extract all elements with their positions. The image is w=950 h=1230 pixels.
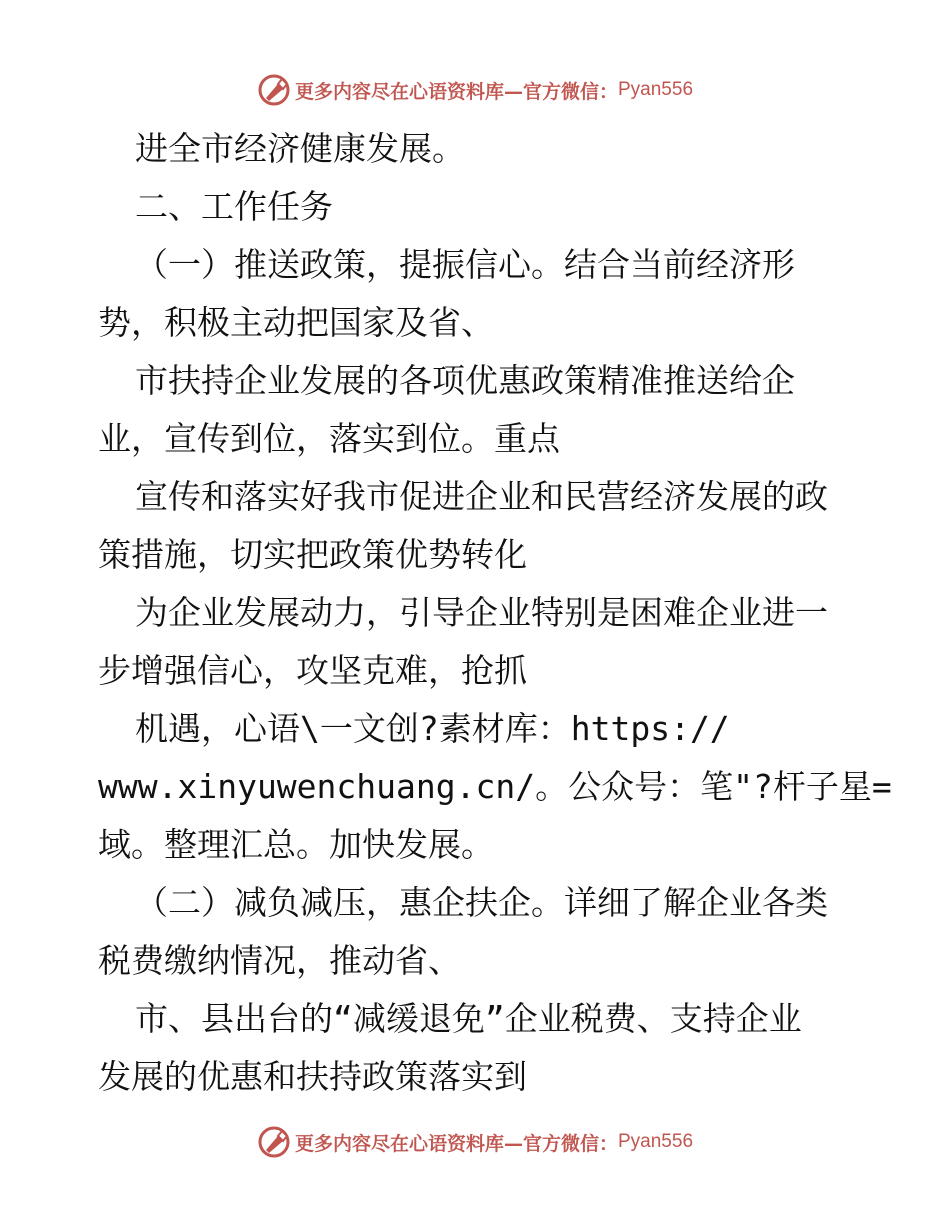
paragraph-line: 市扶持企业发展的各项优惠政策精准推送给企 (135, 361, 795, 400)
pen-nib-logo-icon (257, 73, 291, 107)
paragraph-line: （二）减负减压，惠企扶企。详细了解企业各类 (135, 883, 828, 922)
paragraph-line: 税费缴纳情况，推动省、 (98, 941, 461, 980)
paragraph-line: 域。整理汇总。加快发展。 (98, 825, 494, 864)
header-watermark-banner (0, 70, 950, 110)
paragraph-line: www.xinyuwenchuang.cn/。公众号：笔"?杆子星= (98, 767, 892, 806)
watermark-text: 更多内容尽在心语资料库—官方微信： (294, 80, 618, 103)
footer-watermark-banner (0, 1122, 950, 1162)
section-heading: 二、工作任务 (135, 187, 333, 226)
paragraph-line: 发展的优惠和扶持政策落实到 (98, 1057, 527, 1096)
paragraph-line: 机遇，心语\一文创?素材库：https:// (135, 709, 730, 748)
paragraph-line: （一）推送政策，提振信心。结合当前经济形 (135, 245, 795, 284)
watermark-wechat-id: Pyan556 (618, 79, 694, 100)
paragraph-line: 策措施，切实把政策优势转化 (98, 535, 527, 574)
document-body (98, 120, 892, 1106)
paragraph-line: 步增强信心，攻坚克难，抢抓 (98, 651, 527, 690)
paragraph-line: 市、县出台的“减缓退免”企业税费、支持企业 (135, 999, 802, 1038)
paragraph-line: 势，积极主动把国家及省、 (98, 303, 494, 342)
watermark-text: 更多内容尽在心语资料库—官方微信： (294, 1132, 618, 1155)
watermark-wechat-id: Pyan556 (618, 1131, 694, 1152)
paragraph-line: 为企业发展动力，引导企业特别是困难企业进一 (135, 593, 828, 632)
paragraph-line: 进全市经济健康发展。 (135, 129, 465, 168)
paragraph-line: 业，宣传到位，落实到位。重点 (98, 419, 560, 458)
pen-nib-logo-icon (257, 1125, 291, 1159)
paragraph-line: 宣传和落实好我市促进企业和民营经济发展的政 (135, 477, 828, 516)
